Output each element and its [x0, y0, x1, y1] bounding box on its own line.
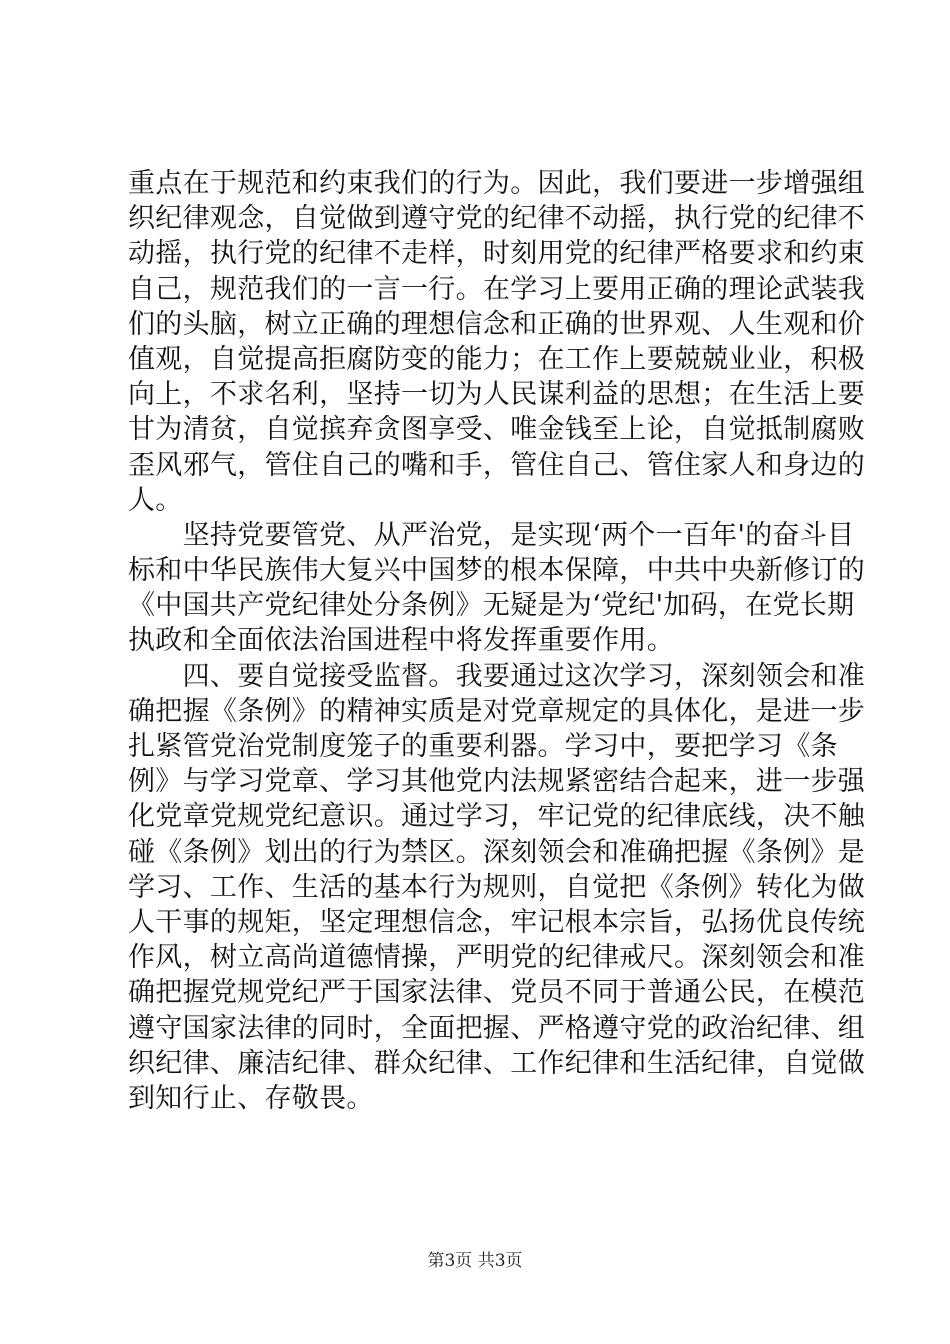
- page-number-footer: 第3页 共3页: [427, 1251, 523, 1271]
- text-line: 向上，不求名利，坚持一切为人民谋利益的思想；在生活上要: [128, 379, 866, 411]
- text-line: 执政和全面依法治国进程中将发挥重要作用。: [128, 625, 674, 657]
- text-line: 碰《条例》划出的行为禁区。深刻领会和准确把握《条例》是: [128, 836, 866, 868]
- text-line: 人干事的规矩，坚定理想信念，牢记根本宗旨，弘扬优良传统: [128, 906, 866, 938]
- text-line: 到知行止、存敬畏。: [128, 1082, 374, 1114]
- document-body: [128, 166, 866, 1116]
- text-line: 确把握党规党纪严于国家法律、党员不同于普通公民，在模范: [128, 977, 866, 1009]
- text-line: 们的头脑，树立正确的理想信念和正确的世界观、人生观和价: [128, 308, 866, 340]
- text-line: 例》与学习党章、学习其他党内法规紧密结合起来，进一步强: [128, 766, 866, 798]
- text-line: 织纪律、廉洁纪律、群众纪律、工作纪律和生活纪律，自觉做: [128, 1047, 866, 1079]
- text-line: 标和中华民族伟大复兴中国梦的根本保障，中共中央新修订的: [128, 555, 866, 587]
- text-line: 自己，规范我们的一言一行。在学习上要用正确的理论武装我: [128, 273, 866, 305]
- text-line: 化党章党规党纪意识。通过学习，牢记党的纪律底线，决不触: [128, 801, 866, 833]
- text-line: 动摇，执行党的纪律不走样，时刻用党的纪律严格要求和约束: [128, 238, 866, 270]
- text-line: 重点在于规范和约束我们的行为。因此，我们要进一步增强组: [128, 168, 866, 199]
- text-line: 四、要自觉接受监督。我要通过这次学习，深刻领会和准: [128, 660, 866, 692]
- text-line: 确把握《条例》的精神实质是对党章规定的具体化，是进一步: [128, 695, 866, 727]
- text-line: 作风，树立高尚道德情操，严明党的纪律戒尺。深刻领会和准: [128, 942, 866, 974]
- text-line: 坚持党要管党、从严治党，是实现‘两个一百年'的奋斗目: [128, 519, 855, 551]
- text-line: 扎紧管党治党制度笼子的重要利器。学习中，要把学习《条: [128, 731, 838, 762]
- text-line: 甘为清贫，自觉摈弃贪图享受、唯金钱至上论，自觉抵制腐败: [128, 414, 866, 446]
- text-line: 学习、工作、生活的基本行为规则，自觉把《条例》转化为做: [128, 871, 866, 903]
- text-line: 值观，自觉提高拒腐防变的能力；在工作上要兢兢业业，积极: [128, 343, 866, 375]
- text-line: 《中国共产党纪律处分条例》无疑是为‘党纪'加码，在党长期: [128, 590, 855, 622]
- text-line: 织纪律观念，自觉做到遵守党的纪律不动摇，执行党的纪律不: [128, 203, 866, 235]
- text-line: 遵守国家法律的同时，全面把握、严格遵守党的政治纪律、组: [128, 1012, 866, 1044]
- text-line: 歪风邪气，管住自己的嘴和手，管住自己、管住家人和身边的: [128, 449, 866, 481]
- text-line: 人。: [128, 484, 183, 516]
